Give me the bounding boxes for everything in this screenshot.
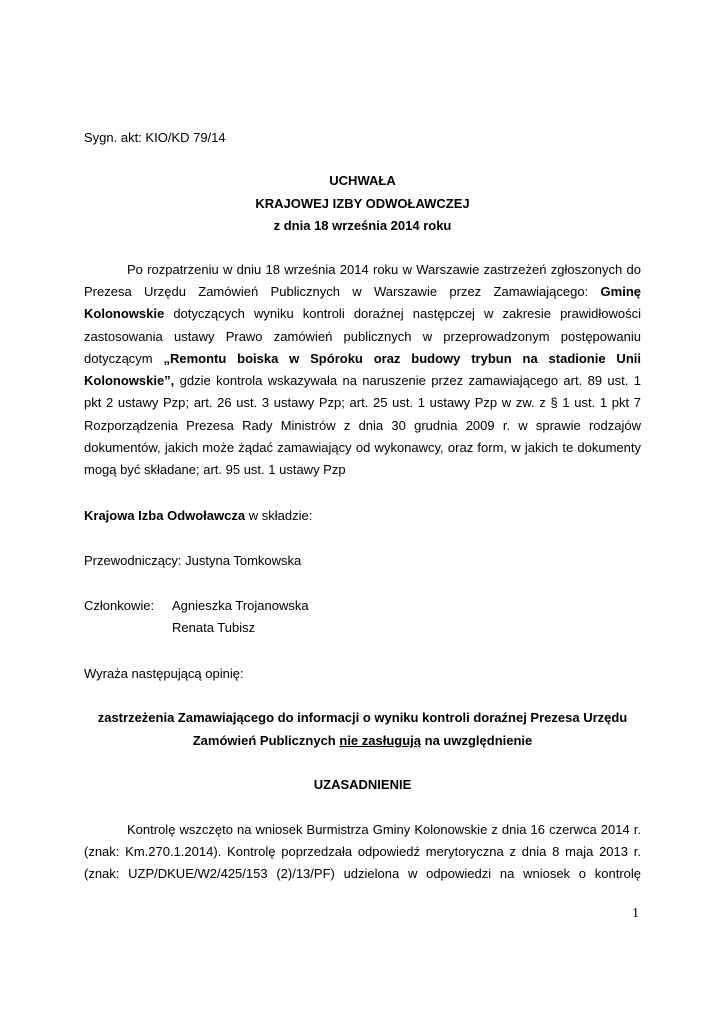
issuing-body: KRAJOWEJ IZBY ODWOŁAWCZEJ	[255, 196, 470, 211]
chairperson: Przewodniczący: Justyna Tomkowska	[84, 553, 302, 568]
member-1: Agnieszka Trojanowska	[172, 598, 309, 613]
opinion-line-1: zastrzeżenia Zamawiającego do informacji o wyniku kontroli doraźnej Prezesa Urzędu	[97, 710, 628, 725]
composition-line: Krajowa Izba Odwoławcza w składzie:	[84, 508, 313, 523]
members-label: Członkowie:	[84, 598, 155, 613]
case-signature: Sygn. akt: KIO/KD 79/14	[84, 130, 226, 145]
member-2: Renata Tubisz	[172, 620, 256, 635]
opinion-line-2: Zamówień Publicznych nie zasługują na uwzględnienie	[192, 733, 533, 748]
justification-title: UZASADNIENIE	[313, 777, 412, 792]
page-number: 1	[632, 906, 639, 921]
opinion-intro: Wyraża następującą opinię:	[84, 666, 244, 681]
resolution-title: UCHWAŁA	[329, 173, 396, 188]
resolution-date: z dnia 18 września 2014 roku	[273, 218, 452, 233]
